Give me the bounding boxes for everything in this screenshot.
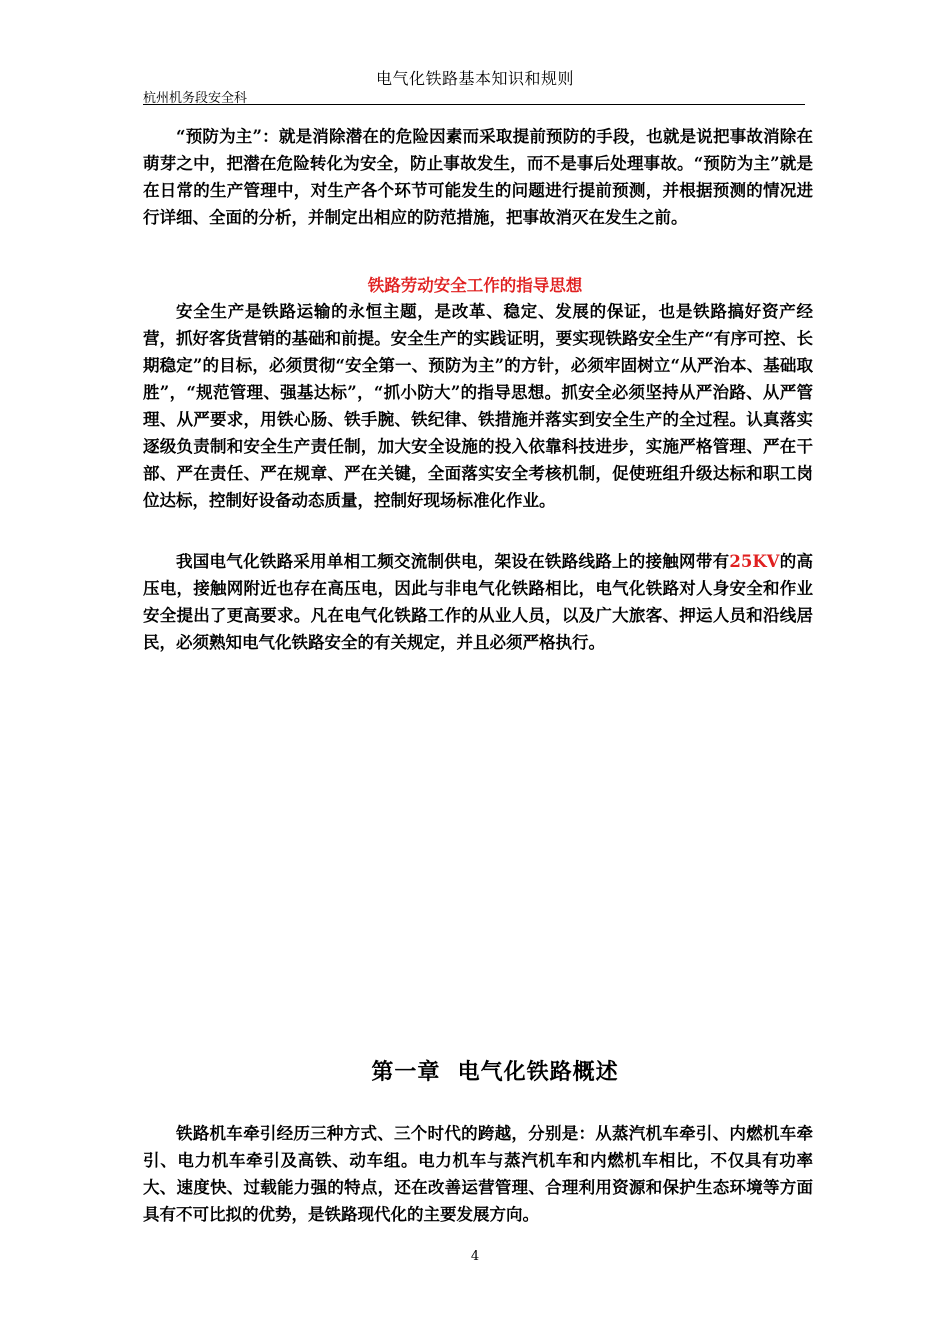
paragraph-safety-guidelines: 安全生产是铁路运输的永恒主题，是改革、稳定、发展的保证，也是铁路搞好资产经营，抓好客货营销的基础和前提。安全生产的实践证明，要实现铁路安全生产“有序可控、长期稳定”的目标，必须贯彻“安全第一、预防为主”的方针，必须牢固树立“从严治本、基础取胜”，“规范管理、强基达标”，“抓小防大”的指导思想。抓安全必须坚持从严治路、从严管理、从严要求，用铁心肠、铁手腕、铁纪律、铁措施并落实到安全生产的全过程。认真落实逐级负责制和安全生产责任制，加大安全设施的投入依靠科技进步，实施严格管理、严在干部、严在责任、严在规章、严在关键，全面落实安全考核机制，促使班组升级达标和职工岗位达标，控制好设备动态质量，控制好现场标准化作业。 — [143, 302, 813, 510]
paragraph-text-before: 我国电气化铁路采用单相工频交流制供电，架设在铁路线路上的接触网带有 — [176, 552, 730, 571]
header-divider — [143, 104, 805, 105]
voltage-highlight: 25KV — [729, 552, 780, 571]
paragraph-traction-overview: 铁路机车牵引经历三种方式、三个时代的跨越，分别是：从蒸汽机车牵引、内燃机车牵引、电力机车牵引及高铁、动车组。电力机车与蒸汽机车和内燃机车相比，不仅具有功率大、速度快、过载能力强的特点，还在改善运营管理、合理利用资源和保护生态环境等方面具有不可比拟的优势，是铁路现代化的主要发展方向。 — [143, 1124, 813, 1224]
paragraph-text-after: 的高压电，接触网附近也存在高压电，因此与非电气化铁路相比，电气化铁路对人身安全和作业安全提出了更高要求。凡在电气化铁路工作的从业人员，以及广大旅客、押运人员和沿线居民，必须熟知电气化铁路安全的有关规定，并且必须严格执行。 — [143, 552, 814, 652]
section-title: 铁路劳动安全工作的指导思想 — [367, 276, 583, 295]
paragraph-electrified-railway — [143, 548, 813, 656]
paragraph-prevention-first: “预防为主”：就是消除潜在的危险因素而采取提前预防的手段，也就是说把事故消除在萌芽之中，把潜在危险转化为安全，防止事故发生，而不是事后处理事故。“预防为主”就是在日常的生产管理中，对生产各个环节可能发生的问题进行提前预测，并根据预测的情况进行详细、全面的分析，并制定出相应的防范措施，把事故消灭在发生之前。 — [143, 127, 813, 227]
header-organization: 杭州机务段安全科 — [143, 91, 248, 106]
page-number: 4 — [470, 1249, 480, 1264]
chapter-title: 第一章 电气化铁路概述 — [371, 1059, 619, 1085]
header-title: 电气化铁路基本知识和规则 — [375, 69, 574, 88]
